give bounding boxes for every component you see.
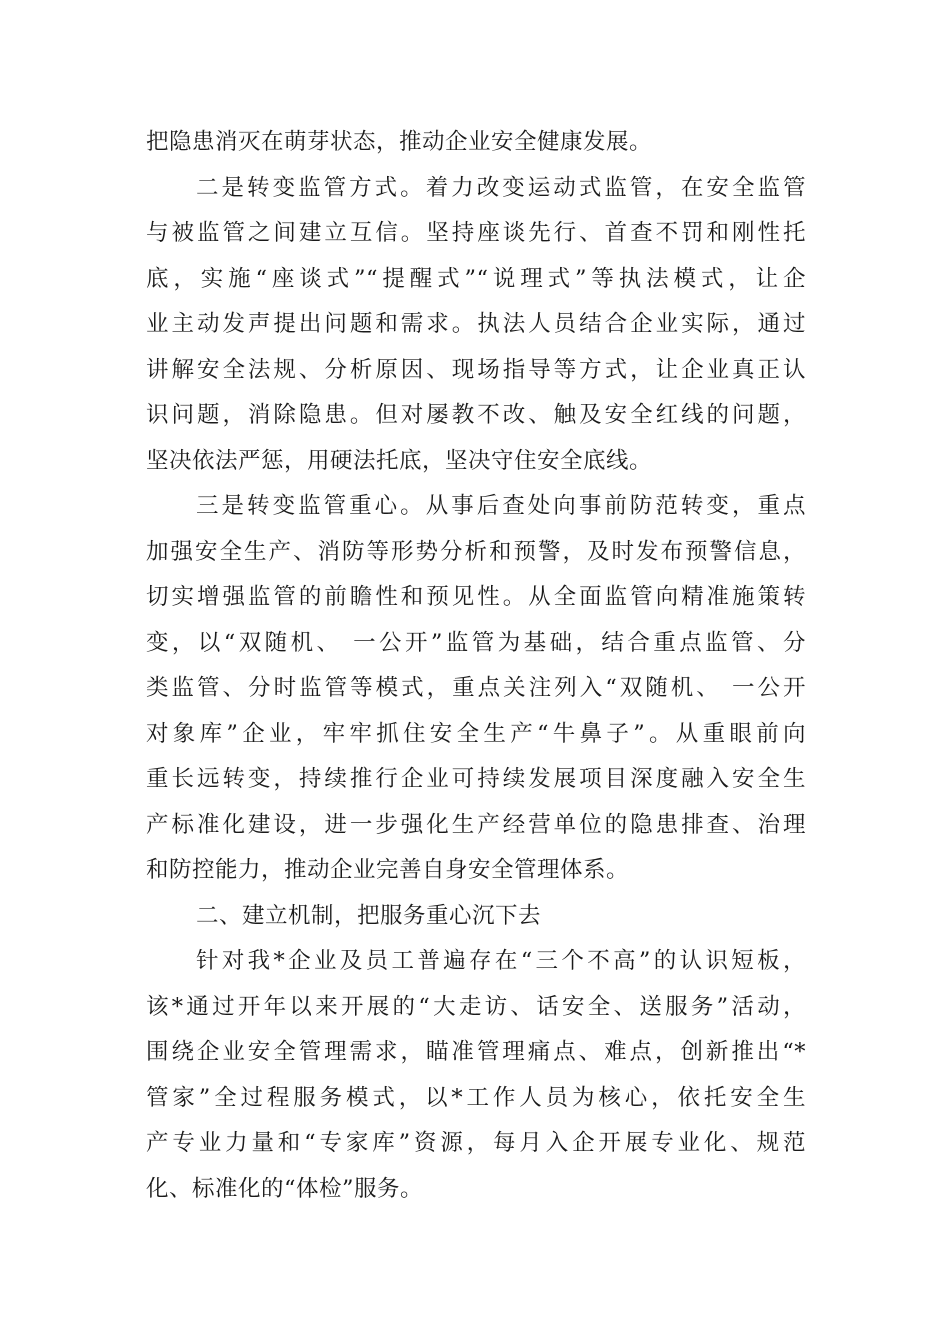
text-line: 产标准化建设，进一步强化生产经营单位的隐患排查、治理 <box>146 811 806 838</box>
text-line: 变，以“双随机、 一公开”监管为基础，结合重点监管、分 <box>146 629 806 656</box>
text-line: 讲解安全法规、分析原因、现场指导等方式，让企业真正认 <box>146 356 806 383</box>
text-line: 二、建立机制，把服务重心沉下去 <box>196 902 542 929</box>
text-line: 坚决依法严惩，用硬法托底，坚决守住安全底线。 <box>146 447 653 474</box>
text-line: 和防控能力，推动企业完善自身安全管理体系。 <box>146 857 630 883</box>
text-line: 管家”全过程服务模式，以*工作人员为核心，依托安全生 <box>146 1084 806 1111</box>
text-line: 三是转变监管重心。从事后查处向事前防范转变，重点 <box>196 493 806 519</box>
text-line: 底，实施“座谈式”“提醒式”“说理式”等执法模式，让企 <box>146 265 806 292</box>
text-line: 该*通过开年以来开展的“大走访、话安全、送服务”活动， <box>146 993 806 1020</box>
text-line: 类监管、分时监管等模式，重点关注列入“双随机、 一公开 <box>146 675 806 701</box>
text-line: 产专业力量和“专家库”资源，每月入企开展专业化、规范 <box>146 1130 806 1156</box>
text-line: 二是转变监管方式。着力改变运动式监管，在安全监管 <box>196 174 806 201</box>
text-line: 切实增强监管的前瞻性和预见性。从全面监管向精准施策转 <box>146 584 806 610</box>
text-line: 对象库”企业，牢牢抓住安全生产“牛鼻子”。从重眼前向 <box>146 720 806 747</box>
text-line: 加强安全生产、消防等形势分析和预警，及时发布预警信息， <box>146 538 806 565</box>
text-line: 重长远转变，持续推行企业可持续发展项目深度融入安全生 <box>146 766 806 792</box>
document-body <box>146 120 806 1212</box>
text-line: 业主动发声提出问题和需求。执法人员结合企业实际，通过 <box>146 311 806 337</box>
text-line: 化、标准化的“体检”服务。 <box>146 1175 424 1202</box>
text-line: 识问题，消除隐患。但对屡教不改、触及安全红线的问题， <box>146 402 806 428</box>
text-line: 围绕企业安全管理需求，瞄准管理痛点、难点，创新推出“* <box>146 1039 806 1065</box>
text-line: 把隐患消灭在萌芽状态，推动企业安全健康发展。 <box>146 129 653 155</box>
text-line: 与被监管之间建立互信。坚持座谈先行、首查不罚和刚性托 <box>146 220 806 246</box>
text-line: 针对我*企业及员工普遍存在“三个不高”的认识短板， <box>196 948 806 974</box>
